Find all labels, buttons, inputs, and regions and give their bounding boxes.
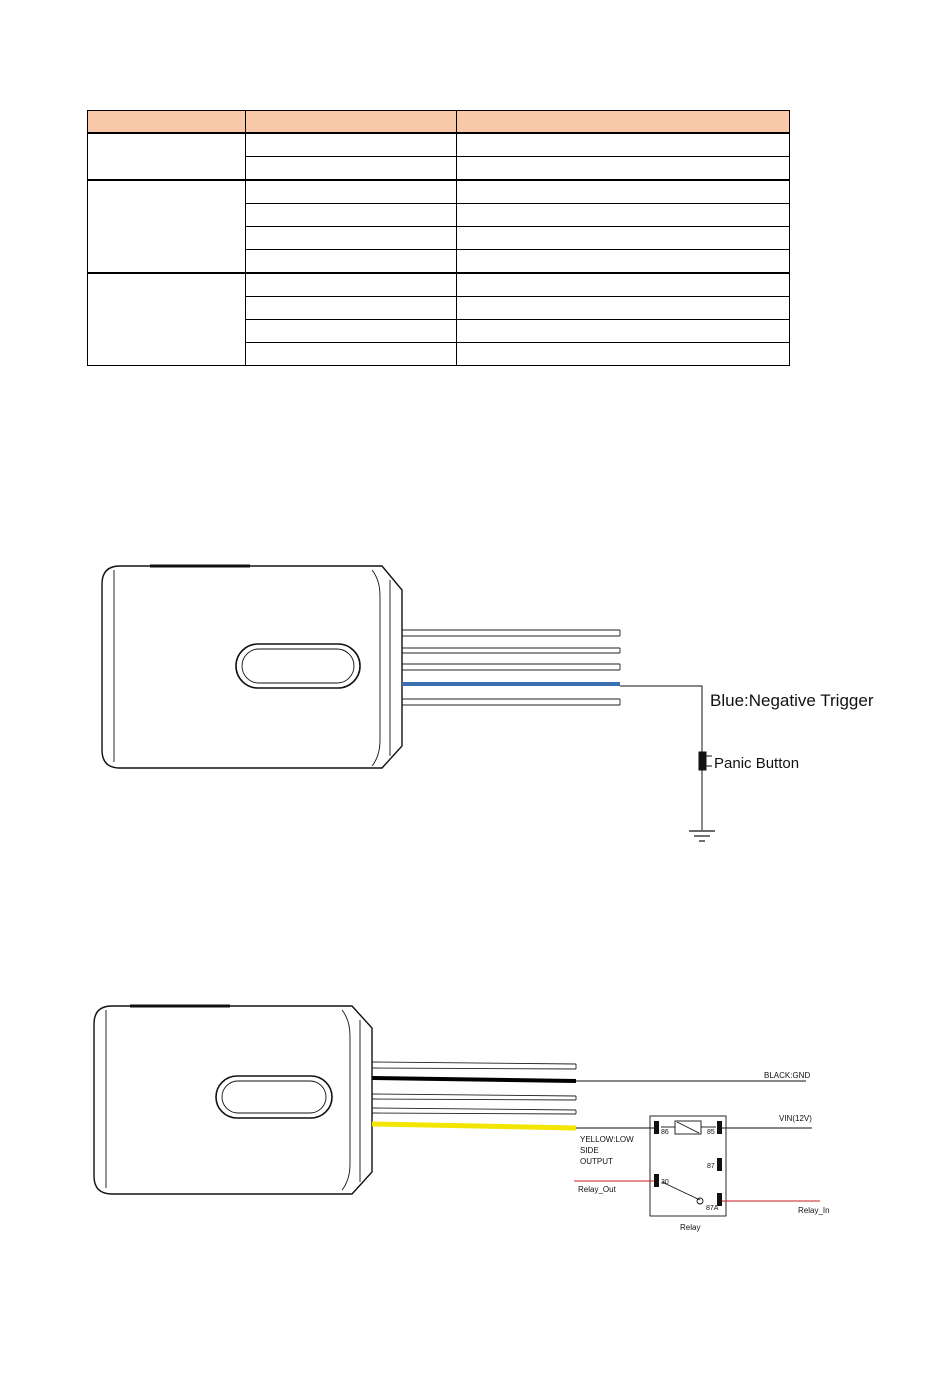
- table-row: [88, 133, 790, 157]
- black-wire: [372, 1078, 576, 1081]
- table-cell: [246, 297, 457, 320]
- relay-wiring-diagram: [0, 990, 950, 1250]
- table-cell: [457, 180, 790, 204]
- table-cell: [457, 343, 790, 366]
- table-header-cell: [246, 111, 457, 134]
- table-cell: [457, 297, 790, 320]
- device-window: [216, 1076, 332, 1118]
- table-cell: [246, 343, 457, 366]
- table-cell: [246, 180, 457, 204]
- table-cell: [457, 320, 790, 343]
- table-group-cell: [88, 180, 246, 273]
- table-cell: [457, 250, 790, 274]
- panic-button-label: Panic Button: [714, 755, 800, 772]
- pin-85-label: 85: [707, 1129, 715, 1136]
- table-cell: [457, 204, 790, 227]
- table-cell: [246, 204, 457, 227]
- table-group-cell: [88, 273, 246, 366]
- table-cell: [246, 273, 457, 297]
- pin-87a-label: 87A: [706, 1205, 719, 1212]
- black-wire-label: BLACK:GND: [764, 1071, 811, 1080]
- table-cell: [457, 227, 790, 250]
- table-header-cell: [457, 111, 790, 134]
- table-group-cell: [88, 133, 246, 180]
- tracker-device: [94, 1006, 372, 1194]
- spec-table: [87, 110, 790, 366]
- vin-label: VIN(12V): [779, 1114, 812, 1123]
- pin-30-label: 30: [661, 1179, 669, 1186]
- device-window: [236, 644, 360, 688]
- table-cell: [246, 157, 457, 181]
- panic-button-symbol: [699, 752, 706, 770]
- yellow-wire-label-2: SIDE: [580, 1146, 599, 1155]
- pin-86-label: 86: [661, 1129, 669, 1136]
- table-header-cell: [88, 111, 246, 134]
- ground-icon: [689, 831, 715, 841]
- table-cell: [457, 133, 790, 157]
- wire-bundle: [402, 630, 620, 705]
- yellow-wire: [372, 1124, 576, 1128]
- table-row: [88, 180, 790, 204]
- relay-in-label: Relay_In: [798, 1206, 830, 1215]
- table-cell: [246, 320, 457, 343]
- panic-circuit: [620, 686, 712, 830]
- table-row: [88, 273, 790, 297]
- table-cell: [246, 133, 457, 157]
- panic-button-wiring-diagram: [0, 540, 950, 860]
- yellow-wire-label-1: YELLOW:LOW: [580, 1135, 634, 1144]
- tracker-device: [102, 566, 402, 768]
- trigger-label: Blue:Negative Trigger: [710, 691, 874, 710]
- relay-out-label: Relay_Out: [578, 1185, 616, 1194]
- table-cell: [457, 273, 790, 297]
- wire-bundle: [372, 1062, 576, 1114]
- table-cell: [457, 157, 790, 181]
- table-header-row: [88, 111, 790, 134]
- relay-circuit: [576, 1081, 812, 1216]
- table-cell: [246, 227, 457, 250]
- pin-87-label: 87: [707, 1163, 715, 1170]
- table-cell: [246, 250, 457, 274]
- yellow-wire-label-3: OUTPUT: [580, 1157, 613, 1166]
- relay-label: Relay: [680, 1223, 701, 1232]
